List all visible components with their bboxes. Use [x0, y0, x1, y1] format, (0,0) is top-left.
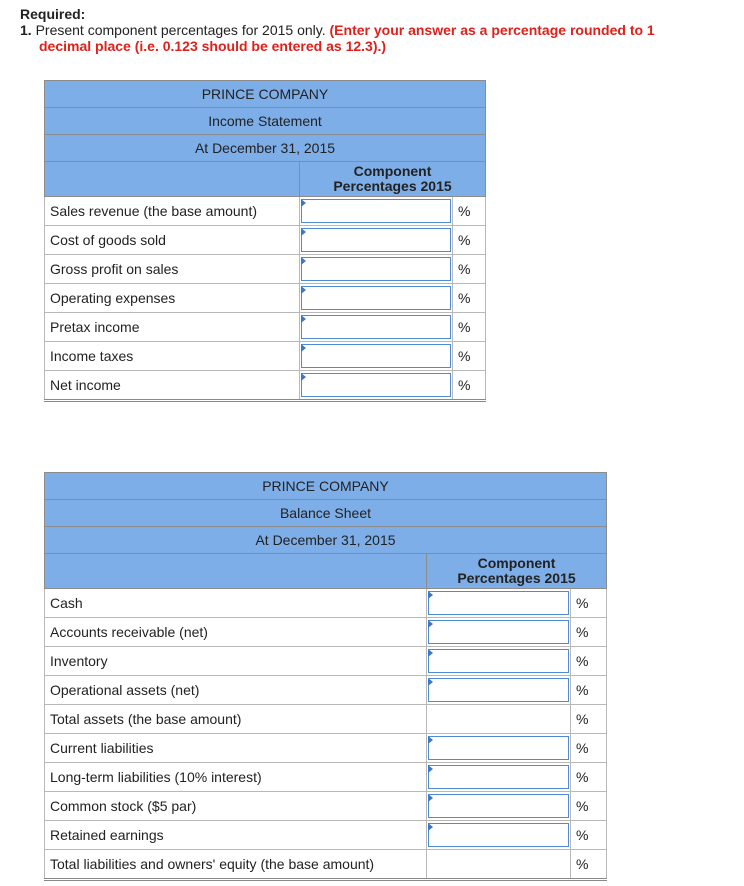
- percent-symbol: %: [571, 763, 607, 792]
- input-cell: [300, 284, 453, 313]
- row-label: Long-term liabilities (10% interest): [45, 763, 427, 792]
- row-label: Retained earnings: [45, 821, 427, 850]
- instruction-text: [20, 22, 722, 54]
- table-row: [45, 284, 486, 313]
- table-row: [45, 763, 607, 792]
- income-column-header: Component Percentages 2015: [300, 162, 486, 197]
- percentage-input[interactable]: [301, 344, 451, 368]
- row-label: Pretax income: [45, 313, 300, 342]
- percent-symbol: %: [571, 618, 607, 647]
- required-heading: Required:: [20, 6, 86, 22]
- row-label: Sales revenue (the base amount): [45, 197, 300, 226]
- row-label: Operating expenses: [45, 284, 300, 313]
- row-label: Cash: [45, 589, 427, 618]
- input-cell: [300, 371, 453, 401]
- table-row: [45, 197, 486, 226]
- table-row: [45, 226, 486, 255]
- percentage-input[interactable]: [301, 315, 451, 339]
- input-cell: [300, 342, 453, 371]
- percent-symbol: %: [453, 313, 486, 342]
- table-row: [45, 589, 607, 618]
- balance-sheet-date: At December 31, 2015: [45, 527, 607, 554]
- percentage-input[interactable]: [428, 591, 569, 615]
- input-cell: [427, 705, 571, 734]
- percentage-input[interactable]: [428, 649, 569, 673]
- income-statement-table: [44, 80, 486, 402]
- table-row: [45, 734, 607, 763]
- table-row: [45, 792, 607, 821]
- percentage-input[interactable]: [428, 736, 569, 760]
- input-cell: [427, 763, 571, 792]
- percentage-input[interactable]: [428, 765, 569, 789]
- row-label: Common stock ($5 par): [45, 792, 427, 821]
- row-label: Cost of goods sold: [45, 226, 300, 255]
- percent-symbol: %: [571, 734, 607, 763]
- percent-symbol: %: [453, 197, 486, 226]
- row-label: Total assets (the base amount): [45, 705, 427, 734]
- percentage-input[interactable]: [428, 678, 569, 702]
- input-cell: [427, 792, 571, 821]
- percent-symbol: %: [571, 821, 607, 850]
- row-label: Inventory: [45, 647, 427, 676]
- percent-symbol: %: [571, 850, 607, 880]
- table-row: [45, 342, 486, 371]
- input-cell: [300, 226, 453, 255]
- percent-symbol: %: [571, 589, 607, 618]
- input-cell: [427, 618, 571, 647]
- table-row: [45, 850, 607, 880]
- percentage-input[interactable]: [301, 286, 451, 310]
- percent-symbol: %: [453, 284, 486, 313]
- percentage-input[interactable]: [301, 257, 451, 281]
- input-cell: [427, 676, 571, 705]
- balance-column-header: Component Percentages 2015: [427, 554, 607, 589]
- table-row: [45, 647, 607, 676]
- percentage-input[interactable]: [301, 228, 451, 252]
- row-label: Current liabilities: [45, 734, 427, 763]
- table-row: [45, 618, 607, 647]
- percentage-input: [428, 852, 569, 876]
- table-row: [45, 371, 486, 401]
- income-statement-date: At December 31, 2015: [45, 135, 486, 162]
- row-label: Accounts receivable (net): [45, 618, 427, 647]
- table-row: [45, 676, 607, 705]
- income-statement-title: Income Statement: [45, 108, 486, 135]
- input-cell: [427, 589, 571, 618]
- table-row: [45, 821, 607, 850]
- input-cell: [300, 313, 453, 342]
- input-cell: [300, 197, 453, 226]
- income-label-header: [45, 162, 300, 197]
- percent-symbol: %: [571, 676, 607, 705]
- instruction-rounding-note: (Enter your answer as a percentage rounded to 1: [329, 22, 655, 38]
- percent-symbol: %: [453, 342, 486, 371]
- input-cell: [427, 734, 571, 763]
- percent-symbol: %: [571, 647, 607, 676]
- income-company-name: PRINCE COMPANY: [45, 81, 486, 108]
- input-cell: [427, 821, 571, 850]
- percent-symbol: %: [571, 792, 607, 821]
- input-cell: [427, 850, 571, 880]
- balance-sheet-table: [44, 472, 607, 881]
- percent-symbol: %: [453, 371, 486, 401]
- balance-sheet-title: Balance Sheet: [45, 500, 607, 527]
- row-label: Total liabilities and owners' equity (the base amount): [45, 850, 427, 880]
- table-row: [45, 705, 607, 734]
- percentage-input[interactable]: [428, 620, 569, 644]
- row-label: Operational assets (net): [45, 676, 427, 705]
- row-label: Income taxes: [45, 342, 300, 371]
- table-row: [45, 255, 486, 284]
- percentage-input: [428, 707, 569, 731]
- percentage-input[interactable]: [428, 823, 569, 847]
- instruction-rounding-note-cont: decimal place (i.e. 0.123 should be entered as 12.3).): [39, 38, 387, 54]
- table-row: [45, 313, 486, 342]
- percentage-input[interactable]: [301, 373, 451, 397]
- row-label: Gross profit on sales: [45, 255, 300, 284]
- input-cell: [300, 255, 453, 284]
- percentage-input[interactable]: [301, 199, 451, 223]
- percent-symbol: %: [453, 226, 486, 255]
- instruction-number: 1.: [20, 22, 32, 38]
- balance-label-header: [45, 554, 427, 589]
- input-cell: [427, 647, 571, 676]
- percent-symbol: %: [571, 705, 607, 734]
- row-label: Net income: [45, 371, 300, 401]
- percent-symbol: %: [453, 255, 486, 284]
- balance-company-name: PRINCE COMPANY: [45, 473, 607, 500]
- percentage-input[interactable]: [428, 794, 569, 818]
- instruction-main: Present component percentages for 2015 only.: [35, 22, 326, 38]
